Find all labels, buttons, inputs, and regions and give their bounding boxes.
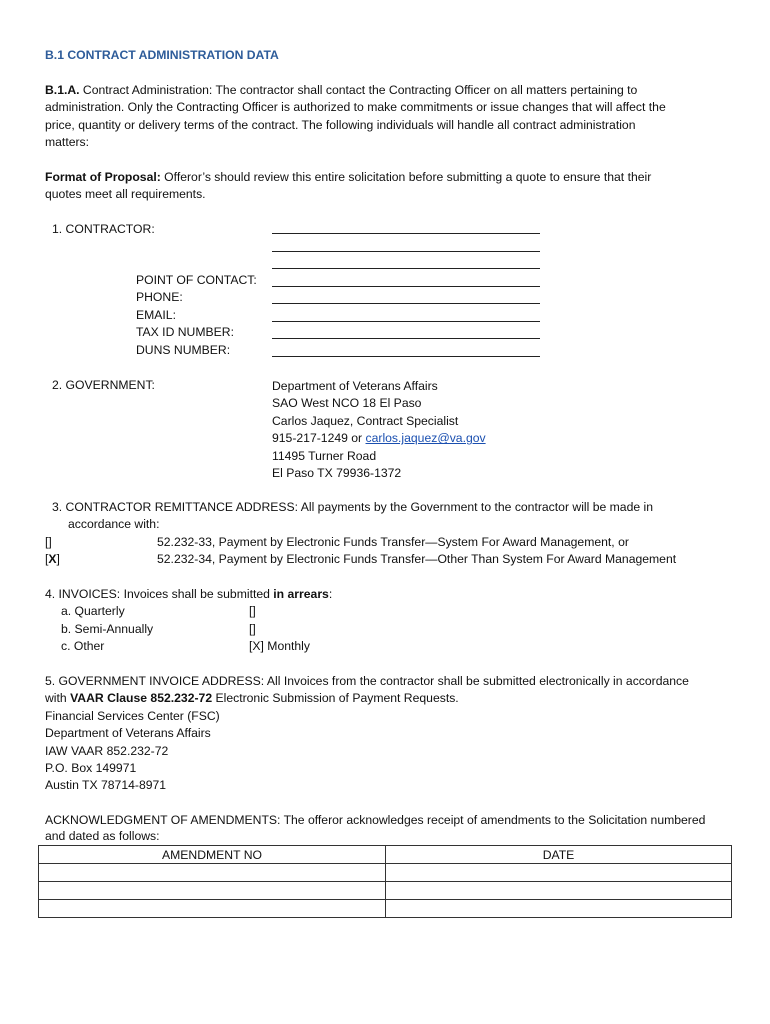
bracket-open: [ — [45, 552, 49, 566]
invoice-option-semiannual-checkbox[interactable]: [] — [249, 622, 256, 636]
government-line: Carlos Jaquez, Contract Specialist — [272, 413, 459, 428]
tax-id-label: TAX ID NUMBER: — [136, 325, 234, 339]
table-row — [39, 900, 732, 918]
contractor-address-line[interactable] — [272, 268, 540, 269]
section-heading: B.1 CONTRACT ADMINISTRATION DATA — [45, 48, 279, 62]
contractor-name-line[interactable] — [272, 233, 540, 234]
vaar-clause: VAAR Clause 852.232-72 — [70, 691, 213, 706]
remittance-option-2-checkbox[interactable] — [45, 552, 60, 566]
fsc-address-line: P.O. Box 149971 — [45, 761, 137, 776]
government-line: SAO West NCO 18 El Paso — [272, 396, 422, 411]
email-label: EMAIL: — [136, 308, 176, 322]
acknowledgment-line: and dated as follows: — [45, 829, 160, 843]
invoice-option-quarterly-checkbox[interactable]: [] — [249, 604, 256, 618]
contractor-heading: 1. CONTRACTOR: — [52, 222, 155, 236]
invoices-bold: in arrears — [273, 587, 329, 601]
gov-invoice-prefix: with — [45, 691, 71, 706]
amendment-no-cell[interactable] — [39, 864, 386, 882]
amendment-no-header: AMENDMENT NO — [39, 846, 386, 864]
check-mark: X — [48, 552, 57, 566]
point-of-contact-label: POINT OF CONTACT: — [136, 273, 257, 287]
gov-invoice-line: 5. GOVERNMENT INVOICE ADDRESS: All Invoices from the contractor shall be submitted electronically in accordance — [45, 674, 689, 688]
remittance-option-2-text: 52.232-34, Payment by Electronic Funds Transfer—Other Than System For Award Management — [157, 552, 677, 566]
government-heading: 2. GOVERNMENT: — [52, 378, 155, 392]
invoice-option-semiannual-label: b. Semi-Annually — [61, 622, 154, 636]
date-header: DATE — [386, 846, 732, 864]
contract-administration-paragraph — [45, 82, 725, 152]
format-line: quotes meet all requirements. — [45, 187, 206, 202]
table-row — [39, 882, 732, 900]
contractor-address-line[interactable] — [272, 251, 540, 252]
point-of-contact-field[interactable] — [272, 286, 540, 287]
table-header-row — [39, 846, 732, 864]
phone-field[interactable] — [272, 303, 540, 304]
remittance-line: accordance with: — [68, 517, 160, 531]
fsc-address-line: Austin TX 78714-8971 — [45, 778, 167, 793]
fsc-address-line: IAW VAAR 852.232-72 — [45, 743, 169, 758]
invoice-option-other-label: c. Other — [61, 639, 105, 653]
government-phone: 915-217-1249 or — [272, 431, 366, 446]
remittance-line: 3. CONTRACTOR REMITTANCE ADDRESS: All payments by the Government to the contractor will be made in — [52, 500, 653, 514]
b1a-line: Contract Administration: The contractor shall contact the Contracting Officer on all matters pertaining to — [79, 83, 638, 97]
invoices-prefix: 4. INVOICES: Invoices shall be submitted — [45, 587, 274, 601]
b1a-label: B.1.A. — [45, 83, 80, 97]
remittance-option-1-checkbox[interactable]: [] — [45, 535, 52, 549]
date-cell[interactable] — [386, 882, 732, 900]
government-address-block — [272, 378, 486, 482]
date-cell[interactable] — [386, 900, 732, 918]
fsc-address-line: Department of Veterans Affairs — [45, 726, 211, 741]
invoice-option-other-checkbox[interactable]: [X] Monthly — [249, 639, 310, 653]
acknowledgment-line: ACKNOWLEDGMENT OF AMENDMENTS: The offeror acknowledges receipt of amendments to the Solicitation numbered — [45, 813, 706, 827]
government-line: 11495 Turner Road — [272, 448, 377, 463]
bracket-close: ] — [56, 552, 60, 566]
tax-id-field[interactable] — [272, 338, 540, 339]
phone-label: PHONE: — [136, 290, 183, 304]
email-field[interactable] — [272, 321, 540, 322]
government-line: El Paso TX 79936-1372 — [272, 466, 402, 481]
format-label: Format of Proposal: — [45, 170, 161, 184]
gov-invoice-suffix: Electronic Submission of Payment Requests. — [212, 691, 459, 706]
format-of-proposal-paragraph — [45, 169, 725, 204]
remittance-option-1-text: 52.232-33, Payment by Electronic Funds Transfer—System For Award Management, or — [157, 535, 629, 549]
duns-label: DUNS NUMBER: — [136, 343, 231, 357]
amendments-table — [38, 845, 732, 918]
date-cell[interactable] — [386, 864, 732, 882]
duns-field[interactable] — [272, 356, 540, 357]
amendment-no-cell[interactable] — [39, 900, 386, 918]
b1a-line: matters: — [45, 135, 90, 150]
fsc-address-line: Financial Services Center (FSC) — [45, 708, 220, 723]
government-email-link[interactable]: carlos.jaquez@va.gov — [365, 431, 486, 446]
table-row — [39, 864, 732, 882]
government-invoice-block — [45, 673, 689, 795]
invoice-option-quarterly-label: a. Quarterly — [61, 604, 125, 618]
format-line: Offeror’s should review this entire solicitation before submitting a quote to ensure that their — [160, 170, 652, 184]
invoices-suffix: : — [328, 587, 333, 601]
amendment-no-cell[interactable] — [39, 882, 386, 900]
invoices-heading — [45, 587, 332, 601]
b1a-line: administration. Only the Contracting Officer is authorized to make commitments or issue changes that will affect the — [45, 100, 666, 115]
government-line: Department of Veterans Affairs — [272, 379, 438, 393]
b1a-line: price, quantity or delivery terms of the contract. The following individuals will handle all contract administration — [45, 117, 636, 132]
